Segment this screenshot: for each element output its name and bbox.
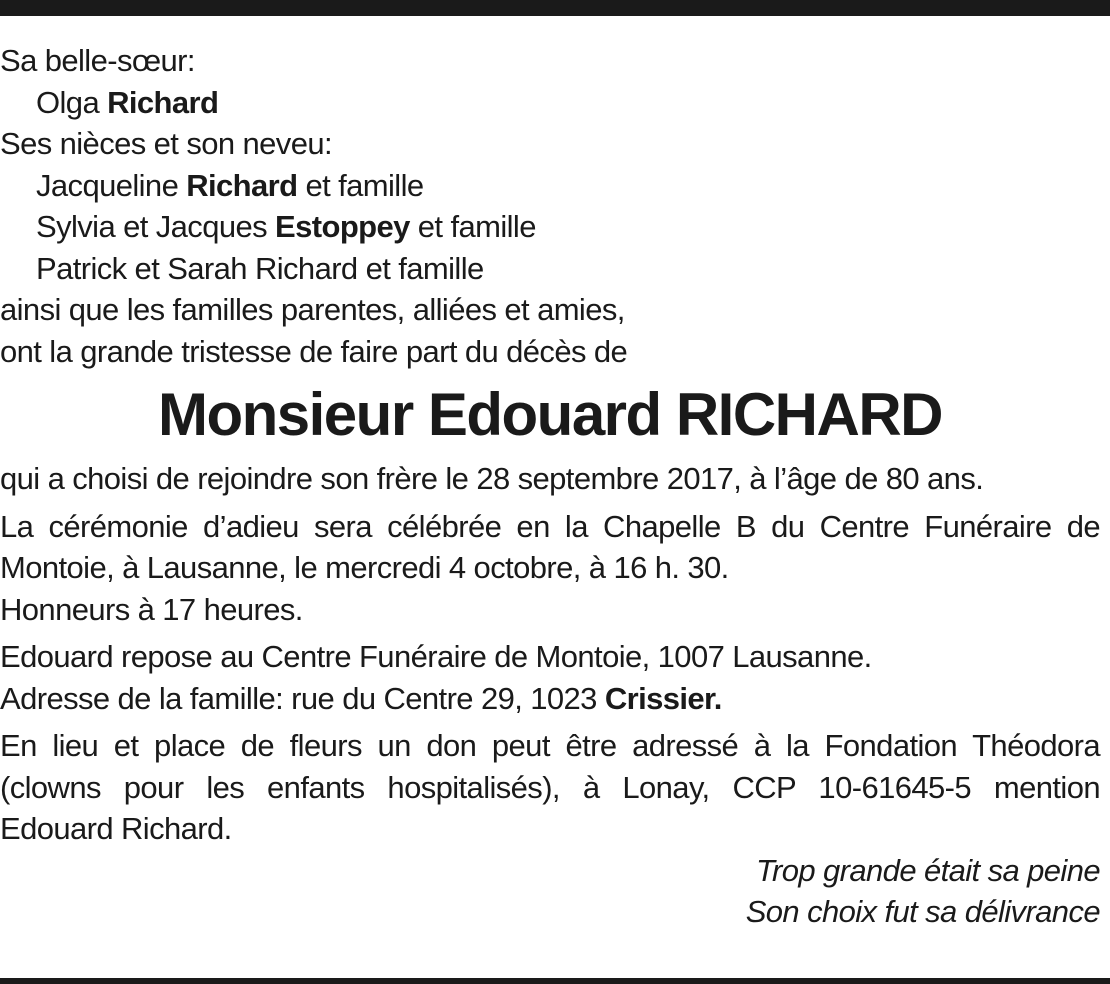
niece-2-suffix: et famille <box>409 209 536 244</box>
sister-in-law-first-name: Olga <box>36 84 108 120</box>
donation-line-1: En lieu et place de fleurs un don peut être adressé à la Fondation Théodora <box>0 728 1100 763</box>
top-rule <box>0 0 1110 16</box>
sister-in-law-name <box>0 82 1100 124</box>
niece-1-last-name: Richard <box>186 167 298 203</box>
niece-1-first-name: Jacqueline <box>36 167 187 203</box>
motto-line-1: Trop grande était sa peine <box>755 852 1100 888</box>
death-details: qui a choisi de rejoindre son frère le 28 septembre 2017, à l’âge de 80 ans. <box>0 461 984 496</box>
niece-2-last-name: Estoppey <box>275 209 410 244</box>
donation-line-3: Edouard Richard. <box>0 811 232 846</box>
sister-in-law-last-name: Richard <box>107 84 219 120</box>
ceremony-line-2: Montoie, à Lausanne, le mercredi 4 octobre, à 16 h. 30. <box>0 550 729 585</box>
resting-place: Edouard repose au Centre Funéraire de Montoie, 1007 Lausanne. <box>0 639 872 674</box>
niece-2 <box>0 206 1100 248</box>
sister-in-law-label: Sa belle-sœur: <box>0 43 195 78</box>
ceremony-line-1: La cérémonie d’adieu sera célébrée en la Chapelle B du Centre Funéraire de <box>0 508 1100 544</box>
donation-line-2: (clowns pour les enfants hospitalisés), à Lonay, CCP 10-61645-5 mention <box>0 769 1100 805</box>
family-address-street: Adresse de la famille: rue du Centre 29, 1023 <box>0 680 605 716</box>
niece-1-suffix: et famille <box>297 167 424 203</box>
family-address-city: Crissier. <box>604 680 722 716</box>
nieces-label: Ses nièces et son neveu: <box>0 126 332 161</box>
family-address <box>0 678 1100 720</box>
niece-2-first-name: Sylvia et Jacques <box>36 209 276 244</box>
announcement: ont la grande tristesse de faire part du décès de <box>0 333 628 369</box>
honours: Honneurs à 17 heures. <box>0 591 303 627</box>
niece-1 <box>0 165 1100 207</box>
obituary-notice <box>0 40 1100 933</box>
motto-line-2: Son choix fut sa délivrance <box>745 894 1100 929</box>
deceased-name: Monsieur Edouard RICHARD <box>157 381 943 448</box>
extended-families: ainsi que les familles parentes, alliées et amies, <box>0 292 625 327</box>
nephew: Patrick et Sarah Richard et famille <box>36 250 484 286</box>
bottom-rule <box>0 978 1110 984</box>
